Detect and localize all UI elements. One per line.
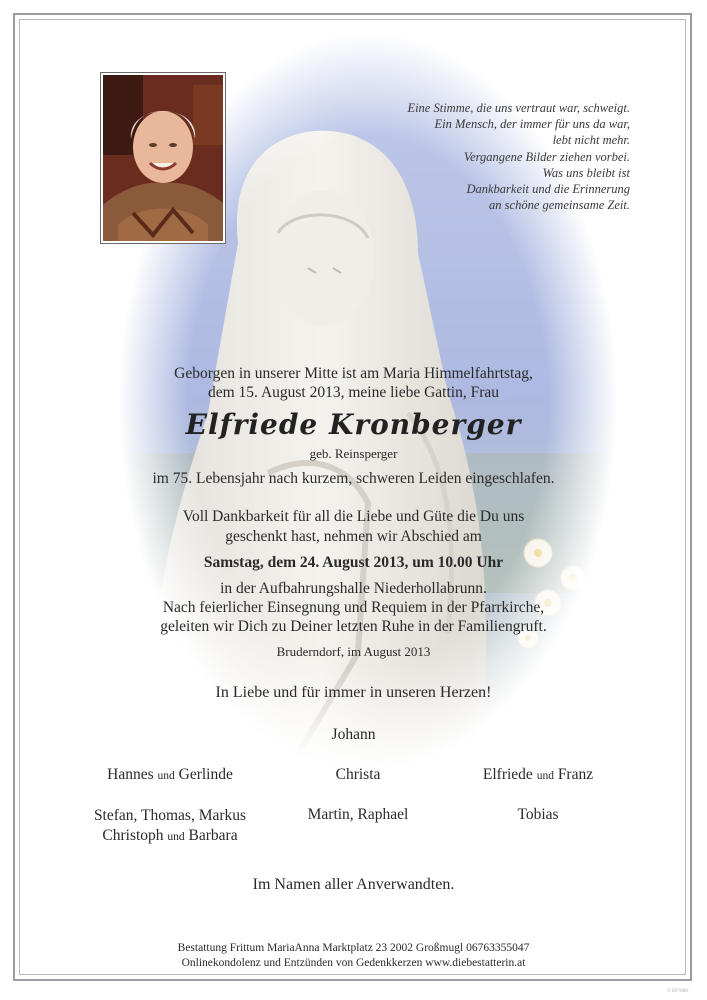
mourner-name: Christoph — [102, 827, 164, 844]
poem-line: Vergangene Bilder ziehen vorbei. — [463, 149, 630, 164]
ceremony-line-3: geleiten wir Dich zu Deiner letzten Ruhe in der Familiengruft. — [160, 618, 547, 635]
poem-line: Eine Stimme, die uns vertraut war, schweigt. — [407, 101, 630, 115]
poem-line: Ein Mensch, der immer für uns da war, — [434, 117, 630, 132]
mourner-center-1: Christa — [335, 766, 381, 783]
mourner-name: Hannes — [107, 766, 154, 783]
ceremony-line-1: in der Aufbahrungshalle Niederhollabrunn. — [220, 580, 487, 597]
poem — [360, 100, 630, 213]
footer-line-1: Bestattung Frittum MariaAnna Marktplatz 23 2002 Großmugl 06763355047 — [177, 942, 530, 954]
mourner-husband: Johann — [331, 726, 376, 743]
und-word: und — [157, 770, 175, 782]
ceremony-line-2: Nach feierlicher Einsegnung und Requiem in der Pfarrkirche, — [162, 599, 545, 616]
mourner-center-2: Martin, Raphael — [307, 806, 409, 823]
relatives-line: Im Namen aller Anverwandten. — [252, 876, 455, 893]
intro-line-2: dem 15. August 2013, meine liebe Gattin, Frau — [207, 384, 499, 401]
funeral-date-time: Samstag, dem 24. August 2013, um 10.00 Uhr — [203, 554, 504, 571]
poem-line: lebt nicht mehr. — [552, 133, 630, 148]
portrait-image — [103, 75, 223, 241]
mourner-pair — [70, 826, 270, 847]
farewell-line-2: geschenkt hast, nehmen wir Abschied am — [225, 528, 482, 545]
mourner-name: Elfriede — [482, 766, 533, 783]
intro-line-1: Geborgen in unserer Mitte ist am Maria Himmelfahrtstag, — [174, 365, 533, 382]
print-code: © EP 9081 — [667, 989, 689, 994]
mourner-left-1 — [70, 766, 270, 784]
portrait-photo — [100, 72, 226, 244]
mourner-right-2: Tobias — [517, 806, 559, 823]
und-word: und — [167, 831, 185, 843]
place-date: Bruderndorf, im August 2013 — [276, 644, 431, 659]
poem-line: an schöne gemeinsame Zeit. — [489, 198, 630, 213]
poem-line: Was uns bleibt ist — [542, 165, 630, 180]
mourner-name: Stefan, Thomas, Markus — [93, 807, 247, 824]
poem-line: Dankbarkeit und die Erinnerung — [466, 182, 630, 197]
deceased-name: Elfriede Kronberger — [185, 408, 522, 441]
birth-name: geb. Reinsperger — [309, 446, 398, 461]
und-word: und — [536, 770, 554, 782]
mourner-left-2 — [70, 806, 270, 847]
mourner-right-1 — [438, 766, 638, 784]
love-line: In Liebe und für immer in unseren Herzen! — [215, 684, 492, 701]
farewell-line-1: Voll Dankbarkeit für all die Liebe und Güte die Du uns — [182, 508, 525, 525]
mourner-name: Franz — [557, 766, 594, 783]
mourner-name: Gerlinde — [178, 766, 233, 783]
footer-line-2: Onlinekondolenz und Entzünden von Gedenkkerzen www.diebestatterin.at — [181, 957, 526, 969]
mourner-name: Barbara — [188, 827, 238, 844]
passing-line: im 75. Lebensjahr nach kurzem, schweren Leiden eingeschlafen. — [152, 470, 555, 487]
